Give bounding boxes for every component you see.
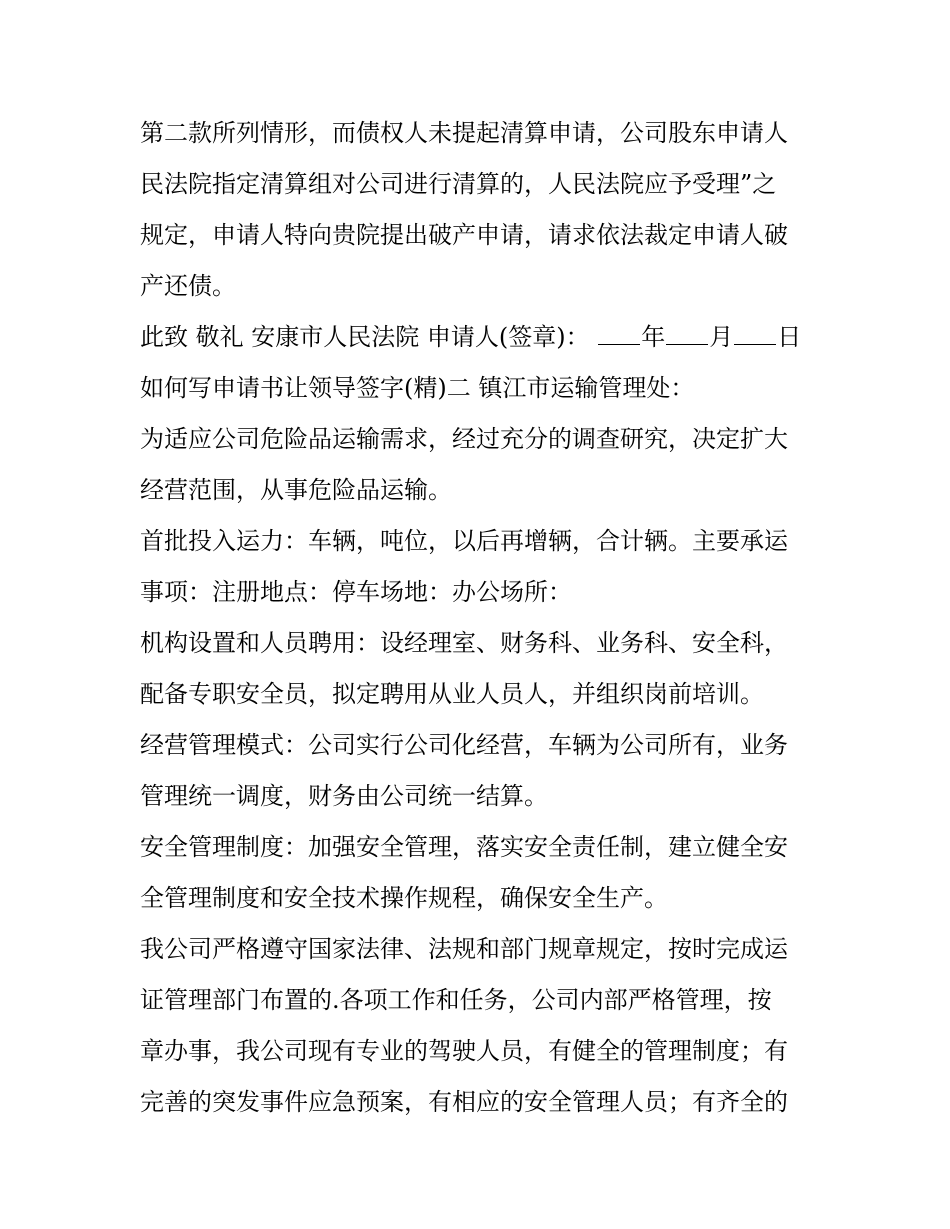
text-line-1: 第二款所列情形，而债权人未提起清算申请，公司股东申请人 [140, 119, 788, 147]
month-blank [666, 324, 708, 345]
text-line-9: 首批投入运力：车辆，吨位，以后再增辆，合计辆。主要承运 [140, 527, 788, 555]
signature-line [140, 312, 820, 363]
text-line-2: 民法院指定清算组对公司进行清算的，人民法院应予受理”之 [140, 170, 777, 198]
text-line-16: 全管理制度和安全技术操作规程，确保安全生产。 [140, 884, 668, 912]
text-line-20: 完善的突发事件应急预案，有相应的安全管理人员；有齐全的 [140, 1088, 788, 1116]
text-line-17: 我公司严格遵守国家法律、法规和部门规章规定，按时完成运 [140, 935, 788, 963]
text-line-13: 经营管理模式：公司实行公司化经营，车辆为公司所有，业务 [140, 731, 788, 759]
text-line-8: 经营范围，从事危险品运输。 [140, 476, 452, 504]
text-line-18: 证管理部门布置的.各项工作和任务，公司内部严格管理，按 [140, 986, 772, 1014]
text-line-3: 规定，申请人特向贵院提出破产申请，请求依法裁定申请人破 [140, 221, 788, 249]
text-line-12: 配备专职安全员，拟定聘用从业人员人，并组织岗前培训。 [140, 680, 764, 708]
document-body [140, 108, 820, 1128]
text-line-19: 章办事，我公司现有专业的驾驶人员，有健全的管理制度；有 [140, 1037, 788, 1065]
text-line-11: 机构设置和人员聘用：设经理室、财务科、业务科、安全科， [140, 629, 788, 657]
text-line-6: 如何写申请书让领导签字(精)二 镇江市运输管理处： [140, 374, 695, 402]
month-label: 月 [709, 323, 734, 351]
text-line-15: 安全管理制度：加强安全管理，落实安全责任制，建立健全安 [140, 833, 788, 861]
text-line-14: 管理统一调度，财务由公司统一结算。 [140, 782, 548, 810]
day-label: 日 [777, 323, 802, 351]
year-label: 年 [641, 323, 666, 351]
text-line-4: 产还债。 [140, 272, 236, 300]
text-line-7: 为适应公司危险品运输需求，经过充分的调查研究，决定扩大 [140, 425, 788, 453]
text-line-10: 事项：注册地点：停车场地：办公场所： [140, 578, 572, 606]
year-blank [598, 324, 640, 345]
signature-prefix: 此致 敬礼 安康市人民法院 申请人(签章)： [140, 323, 590, 351]
day-blank [734, 324, 776, 345]
